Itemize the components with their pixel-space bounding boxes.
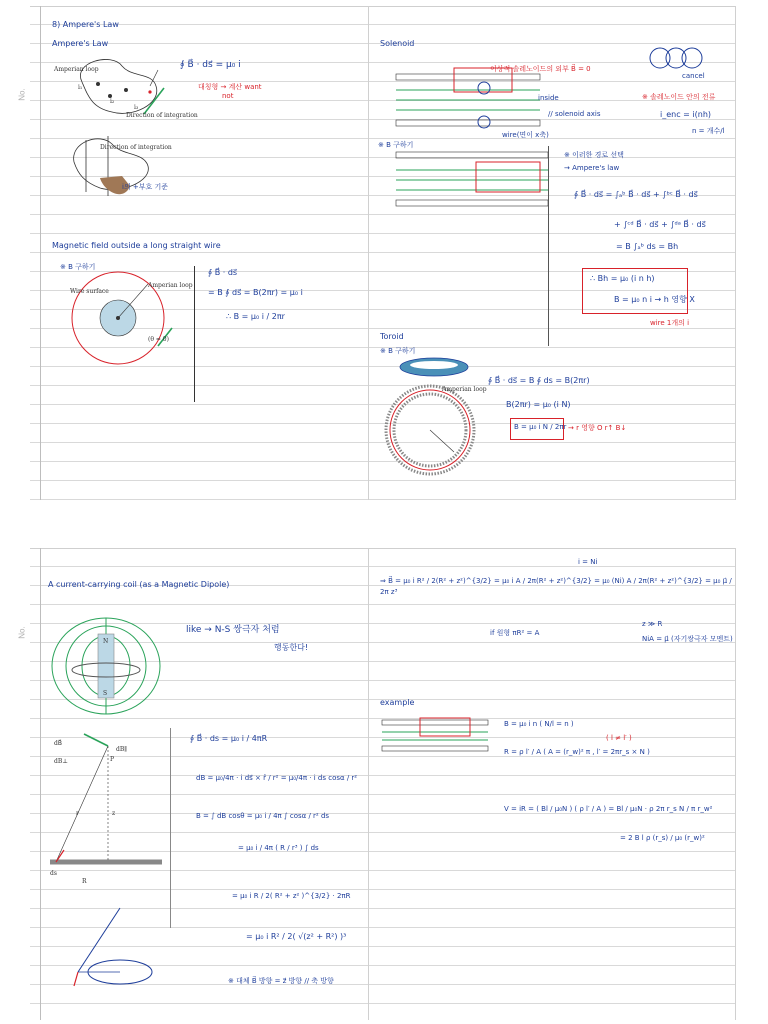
cancel-label: cancel bbox=[682, 72, 705, 80]
wire-eq-3: ∴ B = μ₀ i / 2πr bbox=[226, 312, 285, 321]
biot-savart-eq-3: B = ∫ dB cosθ = μ₀ i / 4π ∫ cosα / r² ds bbox=[196, 812, 330, 820]
R-label: R bbox=[82, 878, 87, 885]
solenoid-axis-label: // solenoid axis bbox=[548, 110, 601, 118]
toroid-note: ※ B 구하기 bbox=[380, 347, 416, 355]
example-eq-1: B = μ₀ i n ( N/l = n ) bbox=[504, 720, 574, 728]
page-number-label: No. bbox=[17, 626, 27, 639]
notebook-page-2 bbox=[17, 548, 736, 1020]
amperian-loop-label: Amperian loop bbox=[54, 66, 99, 73]
solenoid-title: Solenoid bbox=[380, 39, 415, 48]
right-hand-rule-figure bbox=[60, 132, 160, 204]
dB-label: dB⃗ bbox=[54, 740, 62, 747]
biot-savart-figure bbox=[44, 734, 164, 884]
ampere-equation: ∮ B⃗ · ds⃗ = μ₀ i bbox=[180, 60, 241, 70]
page-number-label: No. bbox=[17, 88, 27, 101]
toroid-amperian-label: Amperian loop bbox=[442, 386, 487, 393]
biot-savart-note: ※ 대체 B⃗ 방향 = z⃗ 방향 // 축 방향 bbox=[228, 977, 334, 985]
coil-if-note: if 원형 πR² = A bbox=[490, 629, 540, 637]
direction-label-2: Direction of integration bbox=[100, 144, 172, 151]
toroid-box-eq: B = μ₀ i N / 2πr bbox=[514, 423, 567, 431]
solenoid-eq-3: = B ∫ₐᵇ ds = Bh bbox=[616, 242, 679, 251]
toroid-coil-figure bbox=[398, 356, 470, 378]
toroid-cross-section-figure bbox=[382, 382, 478, 478]
solenoid-current-note: ※ 솔레노이드 안의 전류 bbox=[642, 93, 716, 101]
r-label: r bbox=[76, 810, 79, 817]
solenoid-b-note: ※ B 구하기 bbox=[378, 141, 414, 149]
cancel-circles-figure bbox=[648, 44, 704, 72]
notebook-page-1 bbox=[17, 6, 736, 500]
biot-savart-eq-6: = μ₀ i R² / 2( √(z² + R²) )³ bbox=[246, 932, 347, 941]
current-label-i3: i₃ bbox=[134, 104, 139, 111]
theta-label: (θ = 0) bbox=[148, 336, 169, 343]
coil-z-gg-R: z ≫ R bbox=[642, 620, 663, 628]
solenoid-path-figure bbox=[392, 148, 552, 216]
example-red-note: ( l ≠ l′ ) bbox=[606, 734, 632, 742]
dB-perp-label: dB⊥ bbox=[54, 758, 68, 765]
right-hand-rule-note: i의 +부호 기준 bbox=[122, 183, 169, 191]
toroid-title: Toroid bbox=[380, 332, 404, 341]
solenoid-box-eq-2: B = μ₀ n i → h 영향 X bbox=[614, 295, 695, 304]
south-pole-label: S bbox=[103, 690, 108, 697]
center-divider bbox=[368, 6, 369, 500]
solenoid-ideal-note: 이상적 솔레노이드의 외부 B⃗ = 0 bbox=[490, 65, 591, 73]
section-heading: 8) Ampere's Law bbox=[52, 20, 119, 29]
solenoid-eq-2: + ∫ᶜᵈ B⃗ · ds⃗ + ∫ᵈᵃ B⃗ · ds⃗ bbox=[614, 220, 706, 229]
wire-section-title: Magnetic field outside a long straight wire bbox=[52, 241, 221, 250]
example-title: example bbox=[380, 698, 415, 707]
current-label-i1: i₁ bbox=[78, 84, 83, 91]
ampere-title: Ampere's Law bbox=[52, 39, 109, 48]
toroid-box-note: → r 영향 O r↑ B↓ bbox=[568, 424, 627, 432]
center-divider bbox=[368, 548, 369, 1020]
solenoid-wire-label: wire(면이 x축) bbox=[502, 131, 549, 139]
ampere-note-not: not bbox=[222, 92, 234, 100]
biot-savart-eq-4: = μ₀ i / 4π ( R / r³ ) ∫ ds bbox=[238, 844, 319, 852]
wire-amperian-loop-label: Amperian loop bbox=[148, 282, 193, 289]
north-pole-label: N bbox=[103, 638, 109, 645]
coil-i-equals-Ni: i = Ni bbox=[578, 558, 598, 566]
coil-title: A current-carrying coil (as a Magnetic Dipole) bbox=[48, 580, 230, 589]
margin-line bbox=[40, 548, 41, 1020]
example-eq-2: R = ρ l′ / A ( A = (r_w)² π , l′ = 2πr_s × N ) bbox=[504, 748, 650, 756]
wire-divider bbox=[194, 266, 195, 402]
example-eq-3: V = iR = ( Bl / μ₀N ) ( ρ l′ / A ) = Bl / μ₀N · ρ 2π r_s N / π r_w² bbox=[504, 805, 713, 813]
wire-surface-label: Wire surface bbox=[70, 288, 109, 295]
biot-savart-eq-5: = μ₀ i R / 2( R² + z² )^{3/2} · 2πR bbox=[232, 892, 351, 900]
solenoid-divider bbox=[548, 146, 549, 346]
example-eq-4: = 2 B l ρ (r_s) / μ₀ (r_w)² bbox=[620, 834, 705, 842]
ampere-note: 대칭형 → 계산 want bbox=[198, 83, 262, 91]
page-top-border bbox=[30, 548, 736, 549]
solenoid-path-note: ※ 이러한 경로 선택 bbox=[564, 151, 624, 159]
solenoid-box-eq-1: ∴ Bh = μ₀ (i n h) bbox=[590, 274, 655, 283]
toroid-eq-2: B(2πr) = μ₀ (i N) bbox=[506, 400, 571, 409]
biot-savart-eq-2: dB = μ₀/4π · i ds⃗ × r̂ / r² = μ₀/4π · i ds cosα / r² bbox=[196, 774, 358, 782]
solenoid-box-note: wire 1개의 i bbox=[650, 319, 690, 327]
solenoid-n-def: n = 개수/l bbox=[692, 127, 725, 135]
coil-note-1: like → N-S 쌍극자 처럼 bbox=[186, 625, 280, 635]
page-right-edge bbox=[735, 548, 736, 1020]
z-label: z bbox=[112, 810, 116, 817]
wire-eq-2: = B ∮ ds⃗ = B(2πr) = μ₀ i bbox=[208, 288, 303, 297]
current-label-i2: i₂ bbox=[110, 98, 115, 105]
biot-savart-eq-1: ∮ B⃗ · ds = μ₀ i / 4πR bbox=[190, 734, 268, 743]
direction-label: Direction of integration bbox=[126, 112, 198, 119]
solenoid-eq-1: ∮ B⃗ · ds⃗ = ∫ₐᵇ B⃗ · ds⃗ + ∫ᵇᶜ B⃗ · ds⃗ bbox=[574, 190, 698, 199]
wire-note: ※ B 구하기 bbox=[60, 263, 96, 271]
dB-parallel-label: dB∥ bbox=[116, 746, 128, 753]
coil-note-2: 행동한다! bbox=[274, 643, 309, 652]
point-P-label: P bbox=[110, 756, 115, 763]
toroid-eq-1: ∮ B⃗ · ds⃗ = B ∮ ds = B(2πr) bbox=[488, 376, 590, 385]
wire-eq-1: ∮ B⃗ · ds⃗ bbox=[208, 268, 238, 277]
ds-label: ds bbox=[50, 870, 57, 877]
example-solenoid-figure bbox=[380, 716, 490, 756]
coil-magnetic-moment: NiA = μ⃗ (자기쌍극자 모멘트) bbox=[642, 635, 733, 643]
margin-line bbox=[40, 6, 41, 500]
magnetic-dipole-figure bbox=[50, 614, 162, 718]
solenoid-ienc: i_enc = i(nh) bbox=[660, 110, 712, 119]
solenoid-inside-label: inside bbox=[538, 94, 559, 102]
biot-savart-divider bbox=[170, 728, 171, 928]
coil-field-equation: ⇒ B⃗ = μ₀ i R² / 2(R² + z²)^{3/2} = μ₀ i A / 2π(R² + z²)^{3/2} = μ₀ (Ni) A / 2π(R² + z²)^{3/2} = μ₀ μ⃗ / 2π z³ bbox=[380, 577, 732, 596]
page-right-edge bbox=[735, 6, 736, 500]
solenoid-ampere-label: → Ampere's law bbox=[564, 164, 620, 172]
loop-sketch-figure bbox=[70, 906, 154, 1002]
page-top-border bbox=[30, 6, 736, 7]
